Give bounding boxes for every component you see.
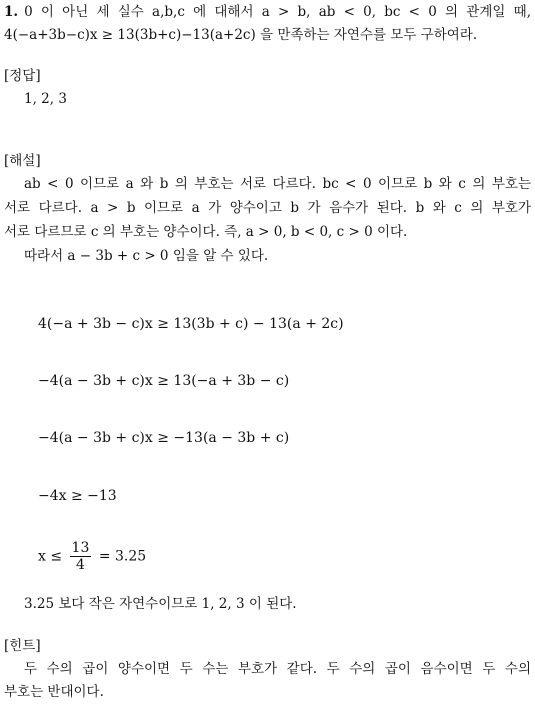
problem-number: 1. — [4, 4, 19, 20]
answer-heading: [정답] — [4, 68, 41, 84]
problem-line-1 — [4, 2, 531, 22]
fraction-denominator: 4 — [75, 557, 85, 573]
fraction-numerator: 13 — [71, 540, 90, 556]
equation-step-1: 4(−a + 3b − c)x ≥ 13(3b + c) − 13(a + 2c) — [38, 316, 344, 332]
problem-line-2: 4(−a+3b−c)x ≥ 13(3b+c)−13(a+2c) 을 만족하는 자연수를 모두 구하여라. — [4, 27, 478, 43]
hint-line-2: 부호는 반대이다. — [4, 684, 104, 700]
equation-step-5-rhs: = 3.25 — [98, 548, 147, 565]
solution-paragraph-line-3: 서로 다르므로 c 의 부호는 양수이다. 즉, a > 0, b < 0, c > 0 이다. — [4, 224, 408, 240]
equation-step-3: −4(a − 3b + c)x ≥ −13(a − 3b + c) — [38, 430, 290, 446]
fraction — [70, 540, 92, 573]
solution-paragraph-line-1: ab < 0 이므로 a 와 b 의 부호는 서로 다르다. bc < 0 이므로 b 와 c 의 부호는 — [24, 176, 531, 192]
solution-paragraph-line-4: 따라서 a − 3b + c > 0 임을 알 수 있다. — [24, 248, 269, 264]
hint-heading: [힌트] — [4, 638, 41, 654]
equation-step-4: −4x ≥ −13 — [38, 488, 117, 504]
answer-value: 1, 2, 3 — [24, 91, 67, 107]
equation-step-5 — [38, 540, 146, 573]
solution-paragraph-line-2: 서로 다르다. a > b 이므로 a 가 양수이고 b 가 음수가 된다. b 와 c 의 부호가 — [4, 200, 531, 216]
hint-line-1: 두 수의 곱이 양수이면 두 수는 부호가 같다. 두 수의 곱이 음수이면 두 수의 — [24, 661, 531, 677]
equation-step-5-lhs: x ≤ — [38, 548, 63, 565]
problem-text-1: 0 이 아닌 세 실수 a,b,c 에 대해서 a > b, ab < 0, bc < 0 의 관계일 때, — [24, 4, 531, 20]
solution-heading: [해설] — [4, 153, 41, 169]
solution-conclusion: 3.25 보다 작은 자연수이므로 1, 2, 3 이 된다. — [24, 596, 297, 612]
equation-step-2: −4(a − 3b + c)x ≥ 13(−a + 3b − c) — [38, 373, 290, 389]
